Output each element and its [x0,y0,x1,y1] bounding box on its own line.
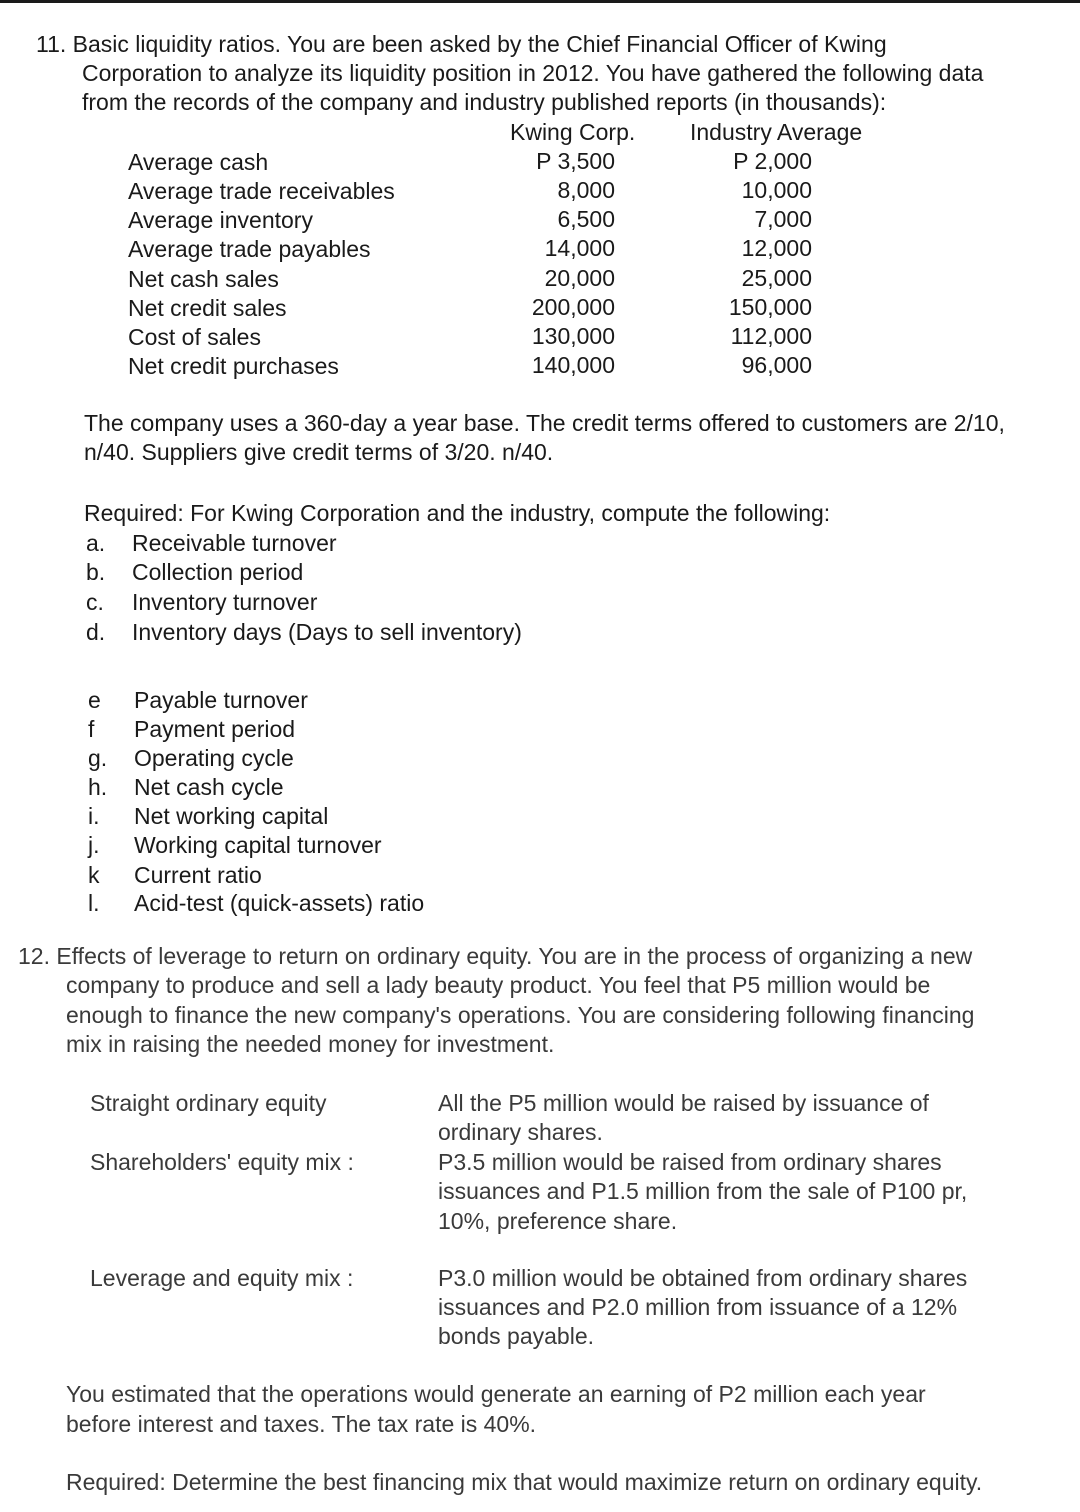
list-item: Inventory days (Days to sell inventory) [132,619,522,645]
problem-12-intro-line-4: mix in raising the needed money for investment. [66,1031,555,1057]
list-item: Working capital turnover [134,832,382,858]
table-row-label: Average trade receivables [128,178,395,204]
required-heading: Required: For Kwing Corporation and the industry, compute the following: [84,500,831,526]
table-cell-industry: 150,000 [728,294,812,320]
list-item: Receivable turnover [132,530,337,556]
list-item: Current ratio [134,862,262,888]
option-label-leverage-equity-mix: Leverage and equity mix : [90,1265,354,1291]
table-row-label: Average trade payables [128,236,371,262]
table-row-label: Net cash sales [128,266,279,292]
table-cell-industry: 96,000 [741,352,812,378]
option-label-shareholders-equity-mix: Shareholders' equity mix : [90,1149,354,1175]
option-desc-line: ordinary shares. [438,1119,603,1145]
table-cell-kwing: 20,000 [544,265,615,291]
terms-line-2: n/40. Suppliers give credit terms of 3/20. n/40. [84,439,554,465]
estimate-line-2: before interest and taxes. The tax rate is 40%. [66,1411,537,1437]
table-cell-industry: 7,000 [754,206,812,232]
list-item: Inventory turnover [132,589,318,615]
option-label-straight-equity: Straight ordinary equity [90,1090,327,1116]
option-desc-line: issuances and P2.0 million from issuance of a 12% [438,1294,958,1320]
list-item-letter: f [88,716,95,742]
list-item-letter: e [88,687,101,713]
list-item-letter: l. [88,890,100,916]
option-desc-line: All the P5 million would be raised by issuance of [438,1090,929,1116]
table-row-label: Net credit purchases [128,353,339,379]
option-desc-line: P3.0 million would be obtained from ordinary shares [438,1265,968,1291]
table-row-label: Average cash [128,149,269,175]
list-item: Operating cycle [134,745,294,771]
problem-11-intro-line-2: Corporation to analyze its liquidity position in 2012. You have gathered the following data [82,60,984,86]
table-row-label: Net credit sales [128,295,287,321]
list-item-letter: g. [88,745,108,771]
list-item: Net working capital [134,803,329,829]
option-desc-line: P3.5 million would be raised from ordinary shares [438,1149,942,1175]
table-cell-industry: 10,000 [741,177,812,203]
option-desc-line: 10%, preference share. [438,1208,678,1234]
table-cell-industry: 12,000 [741,235,812,261]
list-item-letter: i. [88,803,100,829]
list-item-letter: c. [86,589,104,615]
table-header-industry: Industry Average [690,119,863,145]
table-cell-kwing: 140,000 [531,352,615,378]
problem-11-intro-line-3: from the records of the company and industry published reports (in thousands): [82,89,887,115]
list-item-letter: b. [86,559,106,585]
list-item: Acid-test (quick-assets) ratio [134,890,425,916]
table-cell-kwing: 8,000 [557,177,615,203]
problem-11-intro-line-1: 11. Basic liquidity ratios. You are been asked by the Chief Financial Officer of Kwing [36,31,887,57]
table-header-kwing: Kwing Corp. [510,119,636,145]
option-desc-line: issuances and P1.5 million from the sale of P100 pr, [438,1178,968,1204]
list-item-letter: a. [86,530,106,556]
table-cell-industry: P 2,000 [733,148,812,174]
list-item-letter: h. [88,774,108,800]
estimate-line-1: You estimated that the operations would generate an earning of P2 million each year [66,1381,926,1407]
list-item: Net cash cycle [134,774,284,800]
terms-line-1: The company uses a 360-day a year base. The credit terms offered to customers are 2/10, [84,410,1005,436]
table-cell-industry: 25,000 [741,265,812,291]
table-row-label: Cost of sales [128,324,261,350]
problem-12-required: Required: Determine the best financing mix that would maximize return on ordinary equity. [66,1469,983,1495]
list-item-letter: d. [86,619,106,645]
table-cell-kwing: 14,000 [544,235,615,261]
problem-12-intro-line-1: 12. Effects of leverage to return on ordinary equity. You are in the process of organizing a new [18,943,973,969]
list-item: Payment period [134,716,296,742]
table-cell-kwing: P 3,500 [536,148,615,174]
problem-12-intro-line-3: enough to finance the new company's operations. You are considering following financing [66,1002,975,1028]
list-item-letter: k [88,862,100,888]
table-row-label: Average inventory [128,207,313,233]
table-cell-industry: 112,000 [730,323,812,349]
problem-12-intro-line-2: company to produce and sell a lady beauty product. You feel that P5 million would be [66,972,931,998]
list-item: Collection period [132,559,304,585]
table-cell-kwing: 6,500 [557,206,615,232]
table-cell-kwing: 130,000 [531,323,615,349]
list-item: Payable turnover [134,687,308,713]
list-item-letter: j. [88,832,100,858]
table-cell-kwing: 200,000 [531,294,615,320]
top-border-rule [0,0,1080,3]
option-desc-line: bonds payable. [438,1323,595,1349]
